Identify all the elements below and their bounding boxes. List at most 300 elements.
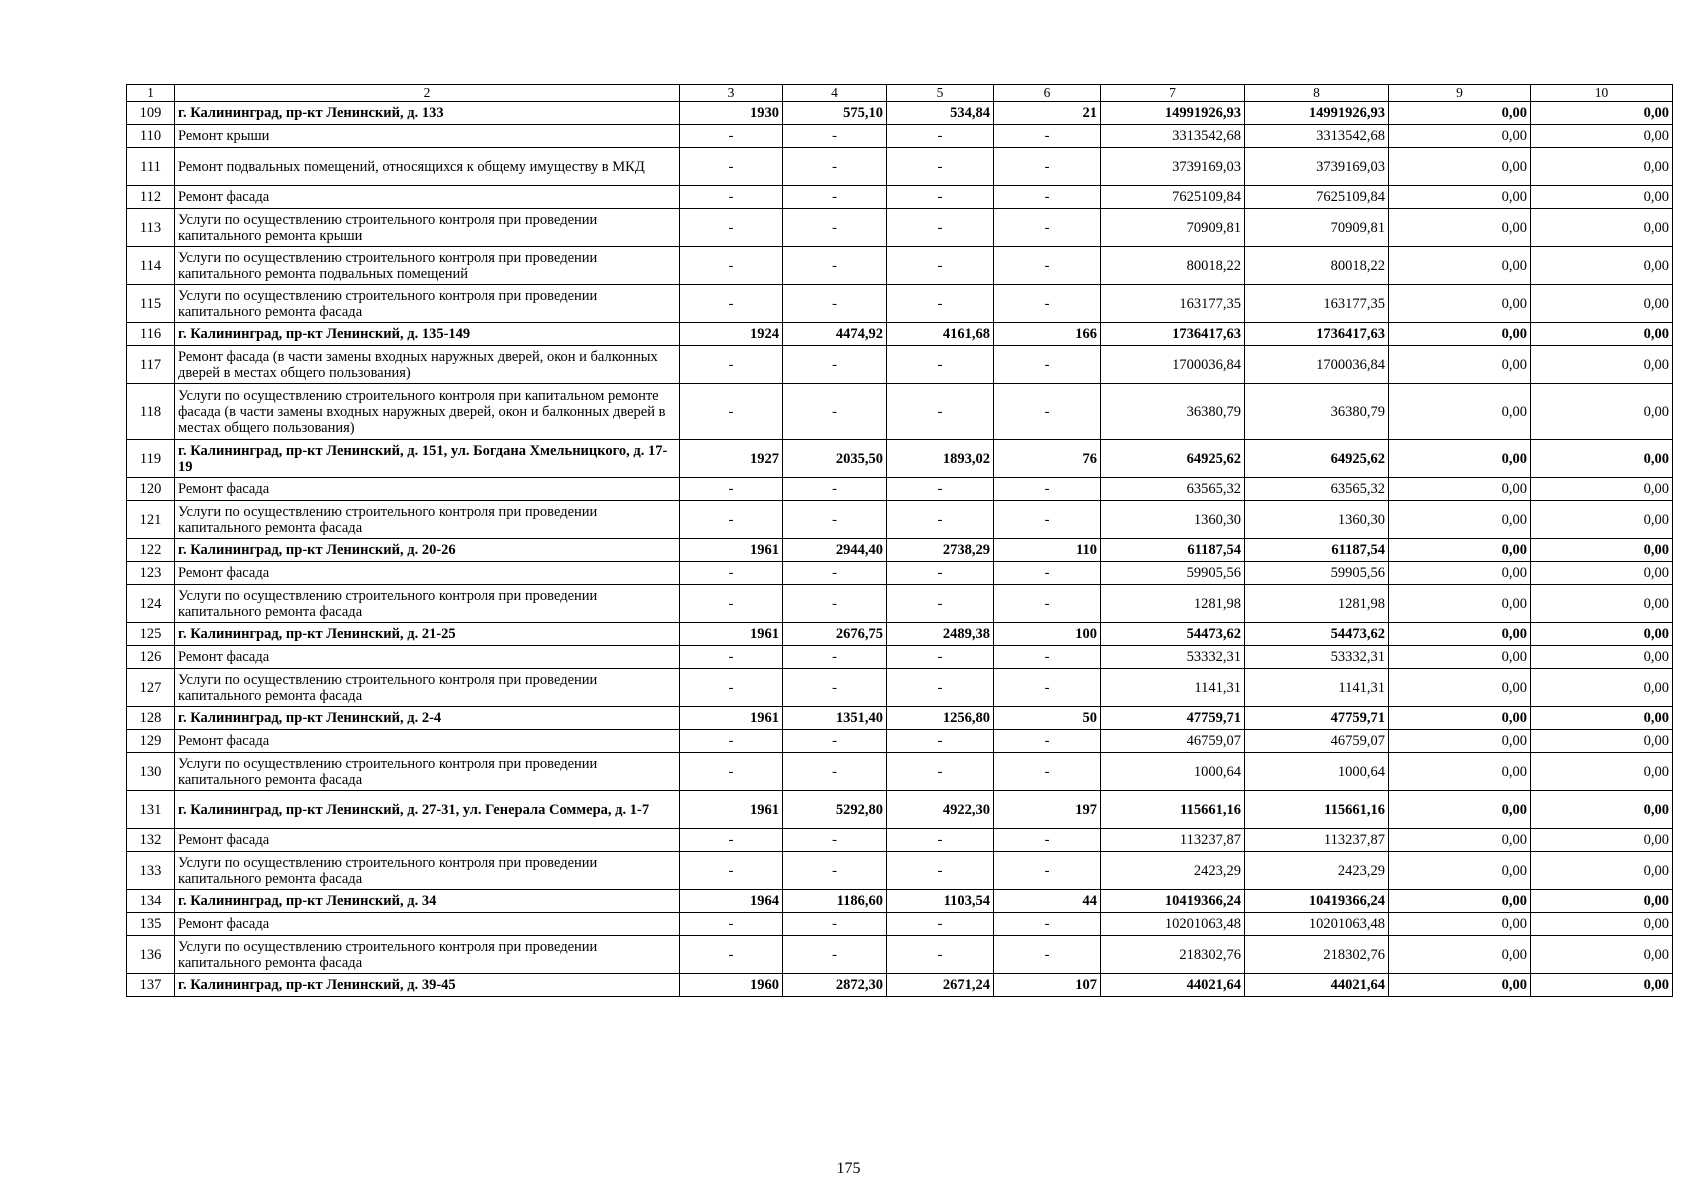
budget-cost-cell: 0,00 (1389, 440, 1531, 478)
total-cost-cell: 36380,79 (1101, 384, 1245, 440)
fund-cost-cell: 3313542,68 (1245, 125, 1389, 148)
fund-cost-cell: 44021,64 (1245, 974, 1389, 997)
work-name-cell: г. Калининград, пр-кт Ленинский, д. 2-4 (175, 707, 680, 730)
work-item-row (127, 247, 1673, 285)
work-name-cell: г. Калининград, пр-кт Ленинский, д. 21-25 (175, 623, 680, 646)
total-area-cell: 4474,92 (783, 323, 887, 346)
residents-cell: - (994, 852, 1101, 890)
budget-cost-cell: 0,00 (1389, 646, 1531, 669)
work-name-cell: Услуги по осуществлению строительного контроля при проведении капитального ремонта фасада (175, 501, 680, 539)
fund-cost-cell: 1700036,84 (1245, 346, 1389, 384)
living-area-cell: - (887, 186, 994, 209)
residents-cell: - (994, 669, 1101, 707)
budget-cost-cell: 0,00 (1389, 585, 1531, 623)
row-number-cell: 109 (127, 102, 175, 125)
owners-cost-cell: 0,00 (1531, 753, 1673, 791)
row-number-cell: 136 (127, 936, 175, 974)
owners-cost-cell: 0,00 (1531, 186, 1673, 209)
residents-cell: 110 (994, 539, 1101, 562)
living-area-cell: 2738,29 (887, 539, 994, 562)
total-area-cell: - (783, 646, 887, 669)
residents-cell: 44 (994, 890, 1101, 913)
budget-cost-cell: 0,00 (1389, 501, 1531, 539)
residents-cell: - (994, 753, 1101, 791)
work-item-row (127, 852, 1673, 890)
total-area-cell: - (783, 148, 887, 186)
owners-cost-cell: 0,00 (1531, 125, 1673, 148)
work-item-row (127, 646, 1673, 669)
row-number-cell: 129 (127, 730, 175, 753)
owners-cost-cell: 0,00 (1531, 936, 1673, 974)
total-cost-cell: 1736417,63 (1101, 323, 1245, 346)
total-cost-cell: 113237,87 (1101, 829, 1245, 852)
work-item-row (127, 346, 1673, 384)
row-number-cell: 119 (127, 440, 175, 478)
total-cost-cell: 14991926,93 (1101, 102, 1245, 125)
building-row (127, 102, 1673, 125)
budget-cost-cell: 0,00 (1389, 791, 1531, 829)
total-cost-cell: 1141,31 (1101, 669, 1245, 707)
owners-cost-cell: 0,00 (1531, 829, 1673, 852)
row-number-cell: 128 (127, 707, 175, 730)
total-area-cell: 2944,40 (783, 539, 887, 562)
row-number-cell: 130 (127, 753, 175, 791)
row-number-cell: 134 (127, 890, 175, 913)
living-area-cell: 1103,54 (887, 890, 994, 913)
work-name-cell: Ремонт крыши (175, 125, 680, 148)
row-number-cell: 133 (127, 852, 175, 890)
total-cost-cell: 80018,22 (1101, 247, 1245, 285)
total-cost-cell: 115661,16 (1101, 791, 1245, 829)
residents-cell: - (994, 186, 1101, 209)
work-name-cell: Ремонт фасада (175, 186, 680, 209)
year-cell: 1930 (680, 102, 783, 125)
budget-cost-cell: 0,00 (1389, 936, 1531, 974)
living-area-cell: - (887, 646, 994, 669)
budget-cost-cell: 0,00 (1389, 852, 1531, 890)
work-item-row (127, 148, 1673, 186)
residents-cell: - (994, 285, 1101, 323)
work-name-cell: Услуги по осуществлению строительного контроля при проведении капитального ремонта фасада (175, 669, 680, 707)
living-area-cell: 4922,30 (887, 791, 994, 829)
total-cost-cell: 7625109,84 (1101, 186, 1245, 209)
fund-cost-cell: 1281,98 (1245, 585, 1389, 623)
owners-cost-cell: 0,00 (1531, 730, 1673, 753)
row-number-cell: 117 (127, 346, 175, 384)
budget-cost-cell: 0,00 (1389, 323, 1531, 346)
total-area-cell: - (783, 478, 887, 501)
living-area-cell: - (887, 730, 994, 753)
building-row (127, 323, 1673, 346)
total-area-cell: - (783, 285, 887, 323)
residents-cell: - (994, 125, 1101, 148)
row-number-cell: 132 (127, 829, 175, 852)
total-cost-cell: 54473,62 (1101, 623, 1245, 646)
total-cost-cell: 3313542,68 (1101, 125, 1245, 148)
residents-cell: - (994, 384, 1101, 440)
work-name-cell: Услуги по осуществлению строительного контроля при проведении капитального ремонта фасада (175, 753, 680, 791)
living-area-cell: 534,84 (887, 102, 994, 125)
fund-cost-cell: 70909,81 (1245, 209, 1389, 247)
total-cost-cell: 44021,64 (1101, 974, 1245, 997)
living-area-cell: - (887, 913, 994, 936)
owners-cost-cell: 0,00 (1531, 501, 1673, 539)
owners-cost-cell: 0,00 (1531, 890, 1673, 913)
header-cell: 6 (994, 85, 1101, 102)
work-item-row (127, 829, 1673, 852)
year-cell: - (680, 646, 783, 669)
owners-cost-cell: 0,00 (1531, 102, 1673, 125)
work-name-cell: г. Калининград, пр-кт Ленинский, д. 39-45 (175, 974, 680, 997)
header-cell: 4 (783, 85, 887, 102)
row-number-cell: 116 (127, 323, 175, 346)
budget-cost-cell: 0,00 (1389, 346, 1531, 384)
year-cell: - (680, 585, 783, 623)
total-cost-cell: 63565,32 (1101, 478, 1245, 501)
work-name-cell: Услуги по осуществлению строительного контроля при проведении капитального ремонта крыши (175, 209, 680, 247)
budget-cost-cell: 0,00 (1389, 478, 1531, 501)
total-area-cell: - (783, 247, 887, 285)
total-area-cell: 2676,75 (783, 623, 887, 646)
residents-cell: 166 (994, 323, 1101, 346)
owners-cost-cell: 0,00 (1531, 478, 1673, 501)
total-cost-cell: 1700036,84 (1101, 346, 1245, 384)
year-cell: 1924 (680, 323, 783, 346)
row-number-cell: 110 (127, 125, 175, 148)
total-cost-cell: 218302,76 (1101, 936, 1245, 974)
budget-cost-cell: 0,00 (1389, 102, 1531, 125)
residents-cell: 107 (994, 974, 1101, 997)
living-area-cell: 2671,24 (887, 974, 994, 997)
fund-cost-cell: 1141,31 (1245, 669, 1389, 707)
owners-cost-cell: 0,00 (1531, 539, 1673, 562)
building-row (127, 707, 1673, 730)
budget-cost-cell: 0,00 (1389, 707, 1531, 730)
work-name-cell: г. Калининград, пр-кт Ленинский, д. 135-149 (175, 323, 680, 346)
row-number-cell: 126 (127, 646, 175, 669)
living-area-cell: 4161,68 (887, 323, 994, 346)
budget-cost-cell: 0,00 (1389, 730, 1531, 753)
row-number-cell: 127 (127, 669, 175, 707)
year-cell: - (680, 730, 783, 753)
fund-cost-cell: 163177,35 (1245, 285, 1389, 323)
work-item-row (127, 478, 1673, 501)
residents-cell: - (994, 646, 1101, 669)
residents-cell: - (994, 913, 1101, 936)
total-area-cell: - (783, 209, 887, 247)
year-cell: - (680, 829, 783, 852)
fund-cost-cell: 218302,76 (1245, 936, 1389, 974)
budget-cost-cell: 0,00 (1389, 209, 1531, 247)
work-item-row (127, 186, 1673, 209)
residents-cell: 76 (994, 440, 1101, 478)
owners-cost-cell: 0,00 (1531, 247, 1673, 285)
total-area-cell: - (783, 186, 887, 209)
year-cell: - (680, 209, 783, 247)
total-area-cell: 1186,60 (783, 890, 887, 913)
total-area-cell: - (783, 501, 887, 539)
row-number-cell: 111 (127, 148, 175, 186)
budget-cost-cell: 0,00 (1389, 890, 1531, 913)
year-cell: - (680, 936, 783, 974)
living-area-cell: 1256,80 (887, 707, 994, 730)
total-area-cell: 5292,80 (783, 791, 887, 829)
fund-cost-cell: 2423,29 (1245, 852, 1389, 890)
work-name-cell: Ремонт фасада (175, 478, 680, 501)
fund-cost-cell: 113237,87 (1245, 829, 1389, 852)
header-cell: 2 (175, 85, 680, 102)
living-area-cell: - (887, 501, 994, 539)
fund-cost-cell: 54473,62 (1245, 623, 1389, 646)
row-number-cell: 112 (127, 186, 175, 209)
column-number-header-row (127, 85, 1673, 102)
header-cell: 9 (1389, 85, 1531, 102)
work-name-cell: Ремонт фасада (175, 562, 680, 585)
year-cell: - (680, 285, 783, 323)
total-area-cell: - (783, 936, 887, 974)
owners-cost-cell: 0,00 (1531, 852, 1673, 890)
page-number: 175 (836, 1160, 861, 1177)
living-area-cell: - (887, 209, 994, 247)
total-area-cell: - (783, 346, 887, 384)
work-name-cell: Услуги по осуществлению строительного контроля при проведении капитального ремонта фасада (175, 585, 680, 623)
total-cost-cell: 53332,31 (1101, 646, 1245, 669)
year-cell: 1927 (680, 440, 783, 478)
work-name-cell: Ремонт подвальных помещений, относящихся к общему имуществу в МКД (175, 148, 680, 186)
owners-cost-cell: 0,00 (1531, 440, 1673, 478)
work-item-row (127, 585, 1673, 623)
total-cost-cell: 1281,98 (1101, 585, 1245, 623)
year-cell: - (680, 669, 783, 707)
living-area-cell: - (887, 384, 994, 440)
work-item-row (127, 384, 1673, 440)
fund-cost-cell: 10201063,48 (1245, 913, 1389, 936)
header-cell: 1 (127, 85, 175, 102)
building-row (127, 890, 1673, 913)
building-row (127, 539, 1673, 562)
row-number-cell: 125 (127, 623, 175, 646)
year-cell: - (680, 852, 783, 890)
work-name-cell: г. Калининград, пр-кт Ленинский, д. 27-31, ул. Генерала Соммера, д. 1-7 (175, 791, 680, 829)
total-area-cell: 2035,50 (783, 440, 887, 478)
work-name-cell: г. Калининград, пр-кт Ленинский, д. 133 (175, 102, 680, 125)
row-number-cell: 118 (127, 384, 175, 440)
row-number-cell: 113 (127, 209, 175, 247)
budget-cost-cell: 0,00 (1389, 125, 1531, 148)
fund-cost-cell: 63565,32 (1245, 478, 1389, 501)
residents-cell: - (994, 829, 1101, 852)
budget-cost-cell: 0,00 (1389, 247, 1531, 285)
fund-cost-cell: 61187,54 (1245, 539, 1389, 562)
building-row (127, 623, 1673, 646)
work-name-cell: Ремонт фасада (175, 730, 680, 753)
residents-cell: - (994, 209, 1101, 247)
year-cell: - (680, 384, 783, 440)
living-area-cell: - (887, 753, 994, 791)
total-cost-cell: 70909,81 (1101, 209, 1245, 247)
total-cost-cell: 163177,35 (1101, 285, 1245, 323)
fund-cost-cell: 64925,62 (1245, 440, 1389, 478)
budget-cost-cell: 0,00 (1389, 539, 1531, 562)
total-cost-cell: 59905,56 (1101, 562, 1245, 585)
total-cost-cell: 47759,71 (1101, 707, 1245, 730)
residents-cell: 197 (994, 791, 1101, 829)
work-item-row (127, 285, 1673, 323)
total-area-cell: 2872,30 (783, 974, 887, 997)
table-body (127, 85, 1673, 997)
work-item-row (127, 209, 1673, 247)
residents-cell: - (994, 936, 1101, 974)
residents-cell: 100 (994, 623, 1101, 646)
work-item-row (127, 501, 1673, 539)
header-cell: 7 (1101, 85, 1245, 102)
year-cell: - (680, 501, 783, 539)
budget-cost-cell: 0,00 (1389, 562, 1531, 585)
residents-cell: - (994, 478, 1101, 501)
work-item-row (127, 730, 1673, 753)
row-number-cell: 131 (127, 791, 175, 829)
budget-cost-cell: 0,00 (1389, 186, 1531, 209)
budget-cost-cell: 0,00 (1389, 384, 1531, 440)
owners-cost-cell: 0,00 (1531, 148, 1673, 186)
header-cell: 10 (1531, 85, 1673, 102)
residents-cell: - (994, 585, 1101, 623)
living-area-cell: - (887, 585, 994, 623)
total-cost-cell: 1360,30 (1101, 501, 1245, 539)
total-area-cell: - (783, 730, 887, 753)
residents-cell: - (994, 346, 1101, 384)
owners-cost-cell: 0,00 (1531, 974, 1673, 997)
work-name-cell: Ремонт фасада (175, 829, 680, 852)
year-cell: - (680, 562, 783, 585)
work-item-row (127, 562, 1673, 585)
work-name-cell: Услуги по осуществлению строительного контроля при проведении капитального ремонта подвальных помещений (175, 247, 680, 285)
year-cell: 1961 (680, 623, 783, 646)
owners-cost-cell: 0,00 (1531, 669, 1673, 707)
residents-cell: - (994, 562, 1101, 585)
work-name-cell: г. Калининград, пр-кт Ленинский, д. 151, ул. Богдана Хмельницкого, д. 17-19 (175, 440, 680, 478)
living-area-cell: - (887, 285, 994, 323)
total-area-cell: - (783, 913, 887, 936)
total-cost-cell: 3739169,03 (1101, 148, 1245, 186)
total-cost-cell: 2423,29 (1101, 852, 1245, 890)
header-cell: 5 (887, 85, 994, 102)
residents-cell: - (994, 501, 1101, 539)
work-name-cell: Ремонт фасада (175, 646, 680, 669)
fund-cost-cell: 47759,71 (1245, 707, 1389, 730)
building-row (127, 791, 1673, 829)
fund-cost-cell: 1360,30 (1245, 501, 1389, 539)
living-area-cell: - (887, 852, 994, 890)
year-cell: - (680, 913, 783, 936)
work-item-row (127, 753, 1673, 791)
total-cost-cell: 10419366,24 (1101, 890, 1245, 913)
work-item-row (127, 125, 1673, 148)
total-cost-cell: 46759,07 (1101, 730, 1245, 753)
owners-cost-cell: 0,00 (1531, 323, 1673, 346)
living-area-cell: - (887, 247, 994, 285)
owners-cost-cell: 0,00 (1531, 285, 1673, 323)
year-cell: 1960 (680, 974, 783, 997)
budget-cost-cell: 0,00 (1389, 623, 1531, 646)
header-cell: 8 (1245, 85, 1389, 102)
fund-cost-cell: 10419366,24 (1245, 890, 1389, 913)
building-row (127, 974, 1673, 997)
owners-cost-cell: 0,00 (1531, 346, 1673, 384)
work-name-cell: Ремонт фасада (175, 913, 680, 936)
fund-cost-cell: 1736417,63 (1245, 323, 1389, 346)
work-name-cell: Ремонт фасада (в части замены входных наружных дверей, окон и балконных дверей в местах общего пользования) (175, 346, 680, 384)
living-area-cell: - (887, 478, 994, 501)
total-area-cell: - (783, 384, 887, 440)
owners-cost-cell: 0,00 (1531, 562, 1673, 585)
header-cell: 3 (680, 85, 783, 102)
work-item-row (127, 913, 1673, 936)
row-number-cell: 122 (127, 539, 175, 562)
work-name-cell: г. Калининград, пр-кт Ленинский, д. 20-26 (175, 539, 680, 562)
work-name-cell: Услуги по осуществлению строительного контроля при проведении капитального ремонта фасада (175, 852, 680, 890)
residents-cell: - (994, 730, 1101, 753)
budget-cost-cell: 0,00 (1389, 829, 1531, 852)
fund-cost-cell: 14991926,93 (1245, 102, 1389, 125)
total-area-cell: - (783, 852, 887, 890)
work-item-row (127, 936, 1673, 974)
budget-cost-cell: 0,00 (1389, 148, 1531, 186)
budget-cost-cell: 0,00 (1389, 669, 1531, 707)
living-area-cell: - (887, 562, 994, 585)
year-cell: - (680, 247, 783, 285)
owners-cost-cell: 0,00 (1531, 623, 1673, 646)
living-area-cell: 1893,02 (887, 440, 994, 478)
total-area-cell: 575,10 (783, 102, 887, 125)
building-row (127, 440, 1673, 478)
budget-cost-cell: 0,00 (1389, 285, 1531, 323)
fund-cost-cell: 46759,07 (1245, 730, 1389, 753)
work-name-cell: Услуги по осуществлению строительного контроля при капитальном ремонте фасада (в части замены входных наружных дверей, окон и балконных дверей в местах общего пользования) (175, 384, 680, 440)
year-cell: - (680, 186, 783, 209)
total-area-cell: - (783, 669, 887, 707)
fund-cost-cell: 7625109,84 (1245, 186, 1389, 209)
living-area-cell: - (887, 829, 994, 852)
year-cell: - (680, 478, 783, 501)
total-area-cell: - (783, 753, 887, 791)
fund-cost-cell: 80018,22 (1245, 247, 1389, 285)
year-cell: - (680, 125, 783, 148)
work-name-cell: Услуги по осуществлению строительного контроля при проведении капитального ремонта фасада (175, 936, 680, 974)
total-area-cell: - (783, 125, 887, 148)
budget-cost-cell: 0,00 (1389, 974, 1531, 997)
residents-cell: 50 (994, 707, 1101, 730)
residents-cell: - (994, 247, 1101, 285)
owners-cost-cell: 0,00 (1531, 384, 1673, 440)
work-name-cell: Услуги по осуществлению строительного контроля при проведении капитального ремонта фасада (175, 285, 680, 323)
year-cell: - (680, 148, 783, 186)
total-cost-cell: 10201063,48 (1101, 913, 1245, 936)
fund-cost-cell: 115661,16 (1245, 791, 1389, 829)
living-area-cell: - (887, 148, 994, 186)
work-name-cell: г. Калининград, пр-кт Ленинский, д. 34 (175, 890, 680, 913)
budget-cost-cell: 0,00 (1389, 913, 1531, 936)
owners-cost-cell: 0,00 (1531, 707, 1673, 730)
total-area-cell: - (783, 585, 887, 623)
fund-cost-cell: 59905,56 (1245, 562, 1389, 585)
total-cost-cell: 64925,62 (1101, 440, 1245, 478)
row-number-cell: 115 (127, 285, 175, 323)
total-cost-cell: 1000,64 (1101, 753, 1245, 791)
year-cell: 1961 (680, 791, 783, 829)
register-table (126, 84, 1673, 997)
total-area-cell: 1351,40 (783, 707, 887, 730)
